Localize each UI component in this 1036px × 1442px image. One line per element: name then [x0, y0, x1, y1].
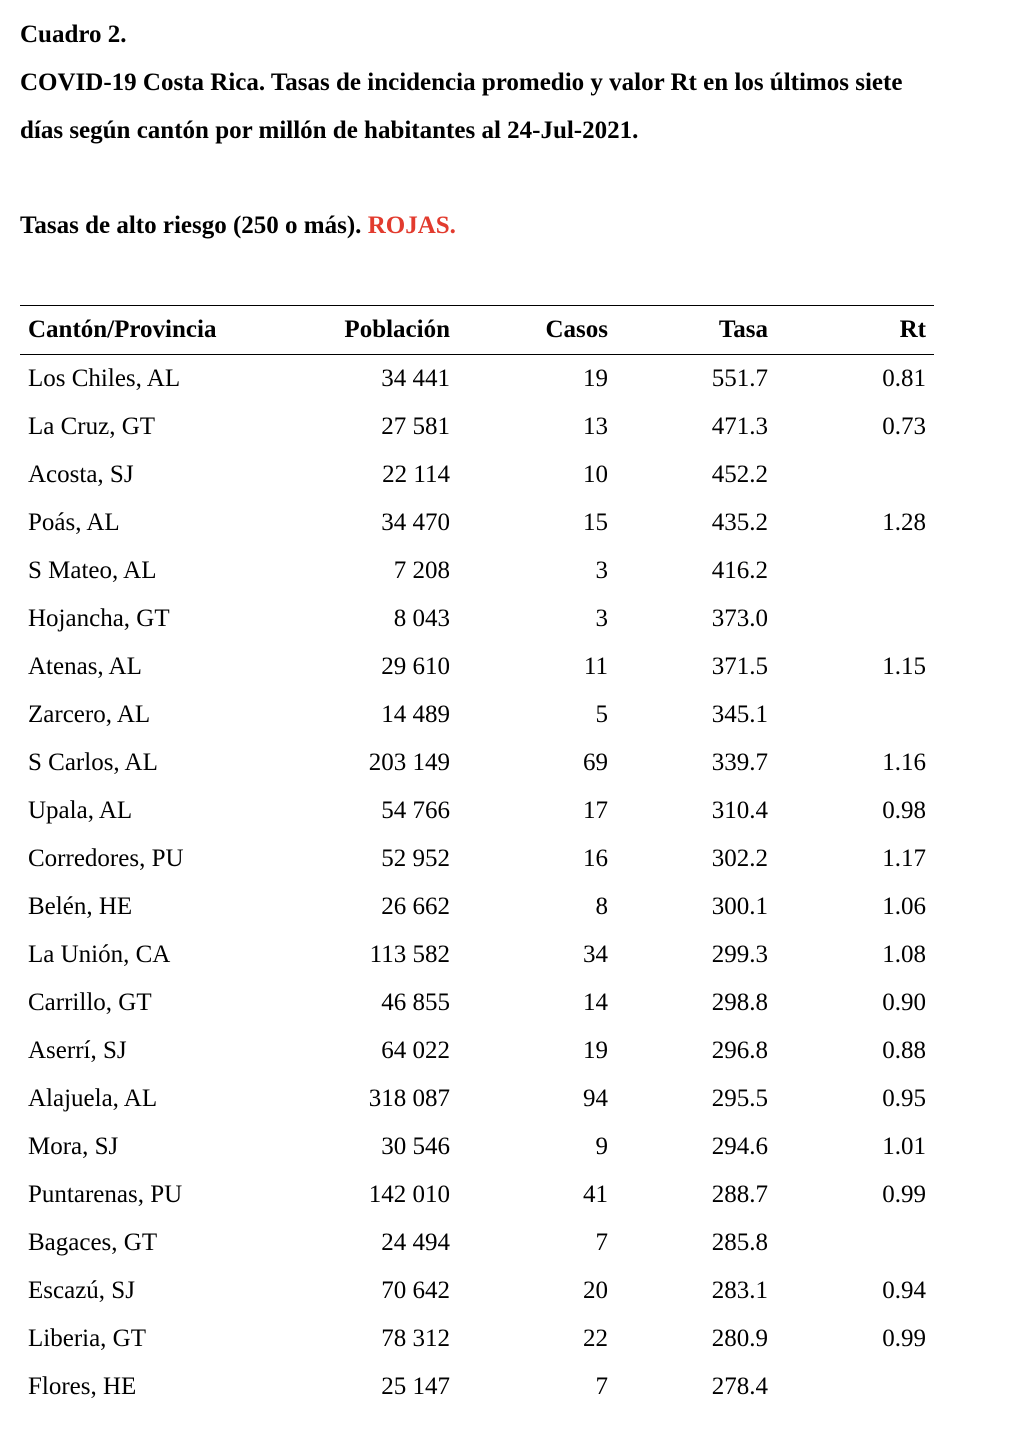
table-row: [20, 1219, 934, 1267]
cell-casos: 5: [595, 701, 608, 728]
cell-canton: Liberia, GT: [28, 1325, 147, 1352]
cell-poblacion: 34 441: [381, 365, 450, 392]
cell-rt: 1.28: [882, 509, 926, 536]
table-row: [20, 547, 934, 595]
cell-canton: Upala, AL: [28, 797, 133, 824]
cell-casos: 69: [583, 749, 608, 776]
table-row: [20, 1075, 934, 1123]
table-row: [20, 355, 934, 403]
header-tasa: Tasa: [718, 316, 768, 343]
header-canton: Cantón/Provincia: [28, 316, 217, 343]
cell-canton: Acosta, SJ: [28, 461, 134, 488]
table-header-row: [20, 306, 934, 354]
cell-tasa: 299.3: [711, 941, 768, 968]
cell-poblacion: 113 582: [369, 941, 450, 968]
cell-poblacion: 52 952: [381, 845, 450, 872]
cell-tasa: 435.2: [711, 509, 768, 536]
cell-tasa: 339.7: [711, 749, 768, 776]
table-row: [20, 787, 934, 835]
cell-poblacion: 26 662: [381, 893, 450, 920]
cell-tasa: 551.7: [711, 365, 768, 392]
cell-poblacion: 29 610: [381, 653, 450, 680]
cell-tasa: 283.1: [711, 1277, 768, 1304]
cell-tasa: 371.5: [711, 653, 768, 680]
table-title-line-1: COVID-19 Costa Rica. Tasas de incidencia promedio y valor Rt en los últimos siete: [20, 69, 903, 96]
cell-rt: 0.95: [882, 1085, 926, 1112]
table-row: [20, 1315, 934, 1363]
cell-casos: 7: [595, 1373, 608, 1400]
cell-tasa: 280.9: [711, 1325, 768, 1352]
table-row: [20, 691, 934, 739]
cell-poblacion: 25 147: [381, 1373, 450, 1400]
cell-canton: Corredores, PU: [28, 845, 184, 872]
cell-rt: 1.01: [882, 1133, 926, 1160]
cell-casos: 10: [583, 461, 608, 488]
table-row: [20, 1123, 934, 1171]
cell-canton: La Cruz, GT: [28, 413, 156, 440]
cell-rt: 1.08: [882, 941, 926, 968]
cell-rt: 0.98: [882, 797, 926, 824]
cell-casos: 11: [583, 653, 608, 680]
cell-canton: Belén, HE: [28, 893, 133, 920]
risk-category-color-word: ROJAS.: [367, 212, 456, 239]
table-row: [20, 1363, 934, 1411]
cell-tasa: 310.4: [711, 797, 768, 824]
cell-poblacion: 7 208: [393, 557, 450, 584]
cell-poblacion: 24 494: [381, 1229, 450, 1256]
table-row: [20, 403, 934, 451]
cell-casos: 19: [583, 1037, 608, 1064]
cell-rt: 1.15: [882, 653, 926, 680]
cell-tasa: 345.1: [711, 701, 768, 728]
cell-rt: 0.73: [882, 413, 926, 440]
table-row: [20, 451, 934, 499]
cell-casos: 7: [595, 1229, 608, 1256]
cell-poblacion: 27 581: [381, 413, 450, 440]
cell-poblacion: 46 855: [381, 989, 450, 1016]
cell-casos: 19: [583, 365, 608, 392]
table-number: Cuadro 2.: [20, 21, 127, 48]
header-rt: Rt: [899, 316, 926, 343]
cell-rt: 0.99: [882, 1325, 926, 1352]
cell-tasa: 452.2: [711, 461, 768, 488]
cell-canton: Flores, HE: [28, 1373, 137, 1400]
risk-category-heading: [20, 211, 456, 241]
cell-canton: Puntarenas, PU: [28, 1181, 183, 1208]
table-row: [20, 1027, 934, 1075]
cell-tasa: 285.8: [711, 1229, 768, 1256]
cell-canton: Atenas, AL: [28, 653, 142, 680]
cell-canton: Escazú, SJ: [28, 1277, 135, 1304]
cell-canton: S Carlos, AL: [28, 749, 158, 776]
cell-poblacion: 34 470: [381, 509, 450, 536]
cell-casos: 13: [583, 413, 608, 440]
table-row: [20, 1267, 934, 1315]
cell-casos: 3: [595, 605, 608, 632]
header-poblacion: Población: [344, 316, 450, 343]
table-row: [20, 835, 934, 883]
cell-poblacion: 22 114: [382, 461, 450, 488]
cell-poblacion: 318 087: [368, 1085, 450, 1112]
cell-canton: Zarcero, AL: [28, 701, 151, 728]
cell-rt: 1.16: [882, 749, 926, 776]
cell-canton: S Mateo, AL: [28, 557, 157, 584]
cell-casos: 3: [595, 557, 608, 584]
cell-poblacion: 14 489: [381, 701, 450, 728]
cell-tasa: 302.2: [711, 845, 768, 872]
table-row: [20, 739, 934, 787]
cell-casos: 20: [583, 1277, 608, 1304]
cell-poblacion: 54 766: [381, 797, 450, 824]
cell-rt: 0.88: [882, 1037, 926, 1064]
cell-poblacion: 64 022: [381, 1037, 450, 1064]
incidence-table: [20, 305, 934, 1411]
table-row: [20, 883, 934, 931]
cell-canton: Hojancha, GT: [28, 605, 170, 632]
cell-tasa: 288.7: [711, 1181, 768, 1208]
cell-canton: Carrillo, GT: [28, 989, 152, 1016]
cell-casos: 15: [583, 509, 608, 536]
cell-tasa: 294.6: [711, 1133, 768, 1160]
cell-poblacion: 70 642: [381, 1277, 450, 1304]
cell-canton: La Unión, CA: [28, 941, 171, 968]
cell-rt: 0.81: [882, 365, 926, 392]
cell-canton: Aserrí, SJ: [28, 1037, 127, 1064]
table-title-line-2: días según cantón por millón de habitantes al 24-Jul-2021.: [20, 117, 639, 144]
cell-tasa: 295.5: [711, 1085, 768, 1112]
table-row: [20, 499, 934, 547]
cell-rt: 1.17: [882, 845, 926, 872]
cell-canton: Alajuela, AL: [28, 1085, 158, 1112]
table-body: [20, 355, 934, 1411]
cell-canton: Los Chiles, AL: [28, 365, 181, 392]
cell-poblacion: 78 312: [381, 1325, 450, 1352]
cell-tasa: 300.1: [711, 893, 768, 920]
cell-canton: Mora, SJ: [28, 1133, 119, 1160]
header-casos: Casos: [545, 316, 608, 343]
table-row: [20, 979, 934, 1027]
cell-poblacion: 30 546: [381, 1133, 450, 1160]
cell-poblacion: 8 043: [393, 605, 450, 632]
cell-canton: Poás, AL: [28, 509, 120, 536]
cell-rt: 0.90: [882, 989, 926, 1016]
cell-tasa: 296.8: [711, 1037, 768, 1064]
cell-poblacion: 142 010: [368, 1181, 450, 1208]
risk-category-label: Tasas de alto riesgo (250 o más).: [20, 212, 362, 239]
cell-casos: 34: [583, 941, 608, 968]
table-row: [20, 1171, 934, 1219]
cell-tasa: 278.4: [711, 1373, 768, 1400]
cell-casos: 94: [583, 1085, 608, 1112]
cell-rt: 0.99: [882, 1181, 926, 1208]
cell-casos: 9: [595, 1133, 608, 1160]
cell-casos: 17: [583, 797, 608, 824]
cell-poblacion: 203 149: [368, 749, 450, 776]
cell-tasa: 373.0: [711, 605, 768, 632]
cell-rt: 1.06: [882, 893, 926, 920]
table-row: [20, 931, 934, 979]
cell-rt: 0.94: [882, 1277, 926, 1304]
table-row: [20, 643, 934, 691]
cell-tasa: 298.8: [711, 989, 768, 1016]
table-row: [20, 595, 934, 643]
cell-casos: 16: [583, 845, 608, 872]
cell-casos: 22: [583, 1325, 608, 1352]
cell-tasa: 471.3: [711, 413, 768, 440]
cell-casos: 8: [595, 893, 608, 920]
cell-canton: Bagaces, GT: [28, 1229, 158, 1256]
cell-casos: 41: [583, 1181, 608, 1208]
cell-casos: 14: [583, 989, 608, 1016]
cell-tasa: 416.2: [711, 557, 768, 584]
